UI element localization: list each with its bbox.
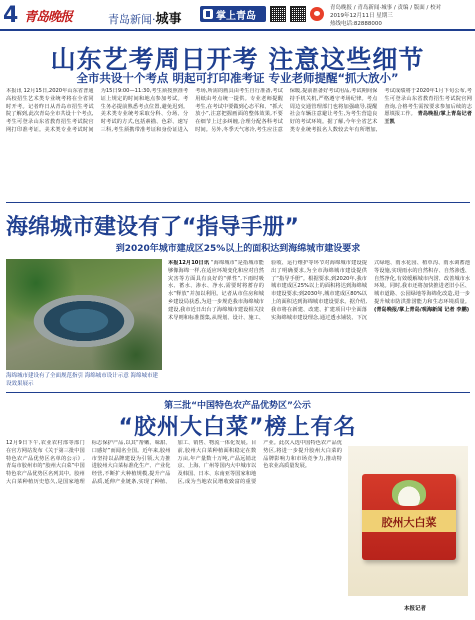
article3-headline: “胶州大白菜”榜上有名 bbox=[118, 415, 357, 440]
article1-text: 本报讯 12月15日,2020年山东省普通高校招生艺术类专业统考将在全省同时开考。记者昨日从青岛市招生考试院了解到,此次青岛全市共设十个考点,考生可登录山东省教育招生考试院官网打印准考证。美术类专业考试时间为15日9:00—11:30,考生须按照准考证上规定的时间和地点参加考试。考生务必提前熟悉考点位置,避免迟到。美术类专业统考采取分科、分场、分时考试的方式,包括素描、色彩、速写三科,考生须携带准考证和身份证进入考场,所需的画具由考生自行准备,考试用纸由考点统一提供。专业老师提醒考生,在考试中要做到心态平和、“抓大放小”,注意把握画面的整体效果,不要在细节上过多纠缠,合理分配各科考试时间。另外,冬季天气寒冷,考生应注意保暖,提前准备好考试用品,考试期间保持手机关机,严格遵守考场纪律。考点周边交通管理部门也将加强疏导,提醒社会车辆注意避让考生,为考生营造良好的考试环境。据了解,今年全省艺术类专业统考报名人数较去年有所增加,考试成绩将于2020年1月下旬公布,考生可登录山东省教育招生考试院官网查询,合格考生需按要求参加后续的志愿填报工作。 bbox=[6, 88, 472, 133]
edition-meta-line: 青岛晚报 / 青岛新闻·城事 / 责编 / 版面 / 校对 bbox=[330, 5, 442, 11]
app-icon bbox=[203, 9, 213, 19]
package-label: 胶州大白菜 bbox=[381, 516, 437, 529]
qr-code-icon[interactable] bbox=[270, 6, 286, 22]
section-divider bbox=[6, 202, 470, 203]
article1-subheadline: 全市共设十个考点 明起可打印准考证 专业老师提醒“抓大放小” bbox=[76, 71, 399, 85]
article1-signature: 青岛晚报/掌上青岛记者 王凯 bbox=[384, 111, 472, 126]
cabbage-package-photo bbox=[348, 446, 468, 596]
article2-body bbox=[168, 260, 470, 384]
app-logo[interactable] bbox=[200, 6, 266, 22]
qr-code-icon[interactable] bbox=[290, 6, 306, 22]
masthead-rule bbox=[0, 29, 475, 31]
section-prefix: 青岛新闻· bbox=[108, 13, 156, 26]
article3-kicker: 第三批“中国特色农产品优势区”公示 bbox=[164, 401, 311, 411]
article1-body bbox=[6, 88, 472, 194]
article2-headline: 海绵城市建设有了“指导手册” bbox=[6, 215, 299, 240]
product-package bbox=[362, 474, 456, 560]
newspaper-logo: 青岛晚报 bbox=[24, 10, 73, 25]
article2-signature: (青岛晚报/掌上青岛/观海新闻 记者 李鹏) bbox=[374, 306, 470, 313]
weibo-icon[interactable] bbox=[310, 7, 324, 21]
photo-caption: 海绵城市建设有了全面规范指引 海绵城市设计示意 海绵城市建设效果展示 bbox=[6, 373, 158, 387]
page-number: 4 bbox=[3, 3, 19, 28]
masthead bbox=[0, 0, 475, 34]
article3-reporter-credit: 本报记者 bbox=[404, 606, 427, 612]
section-divider bbox=[6, 392, 470, 393]
section-label bbox=[108, 8, 182, 27]
article2-dateline: 本报12月10日讯 bbox=[168, 260, 210, 266]
edition-meta bbox=[330, 4, 441, 28]
article1-headline: 山东艺考周日开考 注意这些细节 bbox=[50, 45, 425, 74]
edition-meta-line: 热线电话:82888000 bbox=[330, 21, 382, 27]
app-logo-label: 掌上青岛 bbox=[216, 10, 256, 22]
cabbage-illustration bbox=[392, 480, 426, 506]
sponge-city-photo bbox=[6, 259, 162, 370]
article2-text: “海绵城市”是指城市能够像海绵一样,在适应环境变化和应对自然灾害等方面具有良好的“弹性”,下雨时吸水、蓄水、渗水、净水,需要时将蓄存的水“释放”并加以利用。记者从市住房和城乡建设局获悉,为进一步规范我市海绵城市建设,我市近日出台了海绵城市建设相关技术导则和标准图集,从规划、设计、施工、验收、运行维护等环节对海绵城市建设提出了明确要求,为全市海绵城市建设提供了“指导手册”。根据要求,到2020年,我市城市建成区25%以上的面积将达到海绵城市建设要求;到2030年,城市建成区80%以上的面积达到海绵城市建设要求。据介绍,我市将在新建、改建、扩建项目中全面落实海绵城市建设理念,通过透水铺装、下沉式绿地、雨水花园、植草沟、雨水调蓄池等设施,实现雨水的自然积存、自然渗透、自然净化,有效缓解城市内涝、改善城市水环境。同时,我市还将加快推进老旧小区、城市道路、公园绿地等海绵化改造,进一步提升城市防洪排涝能力和生态环境质量。 bbox=[168, 260, 470, 321]
article3-text: 12月9日下午,农业农村部等部门在官方网站发布《关于第三批中国特色农产品优势区名单的公示》,青岛市胶州市的“胶州大白菜”中国特色农产品优势区名列其中。胶州大白菜种植历史悠久,是国家地理标志保护产品,以其“帮嫩、味甜、口感好”而闻名全国。近年来,胶州市坚持以品牌建设为引领,大力推进胶州大白菜标准化生产、产业化经营,不断扩大种植规模,提升产品品质,延伸产业链条,实现了种植、加工、销售、物流一体化发展。目前,胶州大白菜种植面积稳定在数万亩,年产量数十万吨,产品远销北京、上海、广州等国内大中城市以及韩国、日本、东南亚等国家和地区,成为当地农民增收致富的重要产业。此次入选中国特色农产品优势区,将进一步提升胶州大白菜的品牌影响力和市场竞争力,推动特色农业高质量发展。 bbox=[6, 440, 342, 485]
edition-meta-line: 2019年12月11日 星期三 bbox=[330, 13, 393, 19]
article2-subheadline: 到2020年城市建成区25%以上的面积达到海绵城市建设要求 bbox=[115, 244, 361, 254]
section-name: 城事 bbox=[155, 12, 182, 27]
article3-body bbox=[6, 440, 342, 612]
